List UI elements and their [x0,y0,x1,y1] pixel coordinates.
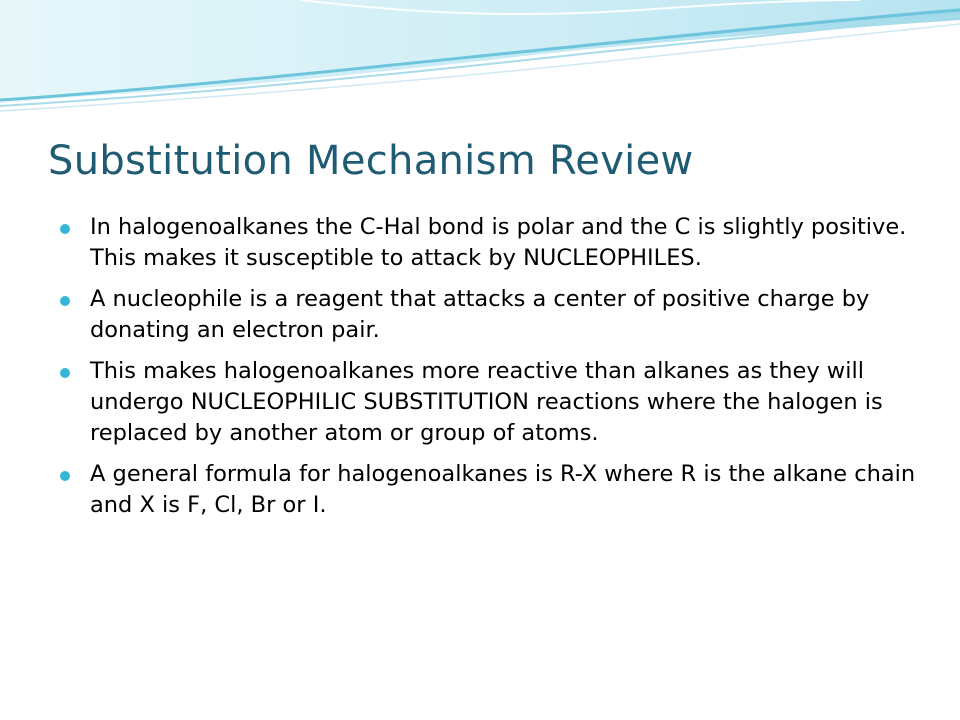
bullet-text: This makes halogenoalkanes more reactive than alkanes as they will undergo NUCLEOPHILIC SUBSTITUTION reactions where the halogen is replaced by another atom or group of atoms. [90,358,883,446]
bullet-item [58,356,918,449]
header-wave-decoration [0,0,960,130]
bullet-marker-icon [60,471,70,481]
bullet-text: A general formula for halogenoalkanes is R-X where R is the alkane chain and X is F, Cl, Br or I. [90,461,916,518]
bullet-item [58,459,918,521]
bullet-marker-icon [60,296,70,306]
bullet-item [58,212,918,274]
slide-title: Substitution Mechanism Review [48,138,694,184]
bullet-item [58,284,918,346]
bullet-text: A nucleophile is a reagent that attacks a center of positive charge by donating an electron pair. [90,286,870,343]
bullet-marker-icon [60,224,70,234]
bullet-list [58,212,918,531]
bullet-text: In halogenoalkanes the C-Hal bond is polar and the C is slightly positive. This makes it susceptible to attack by NUCLEOPHILES. [90,214,907,271]
bullet-marker-icon [60,368,70,378]
